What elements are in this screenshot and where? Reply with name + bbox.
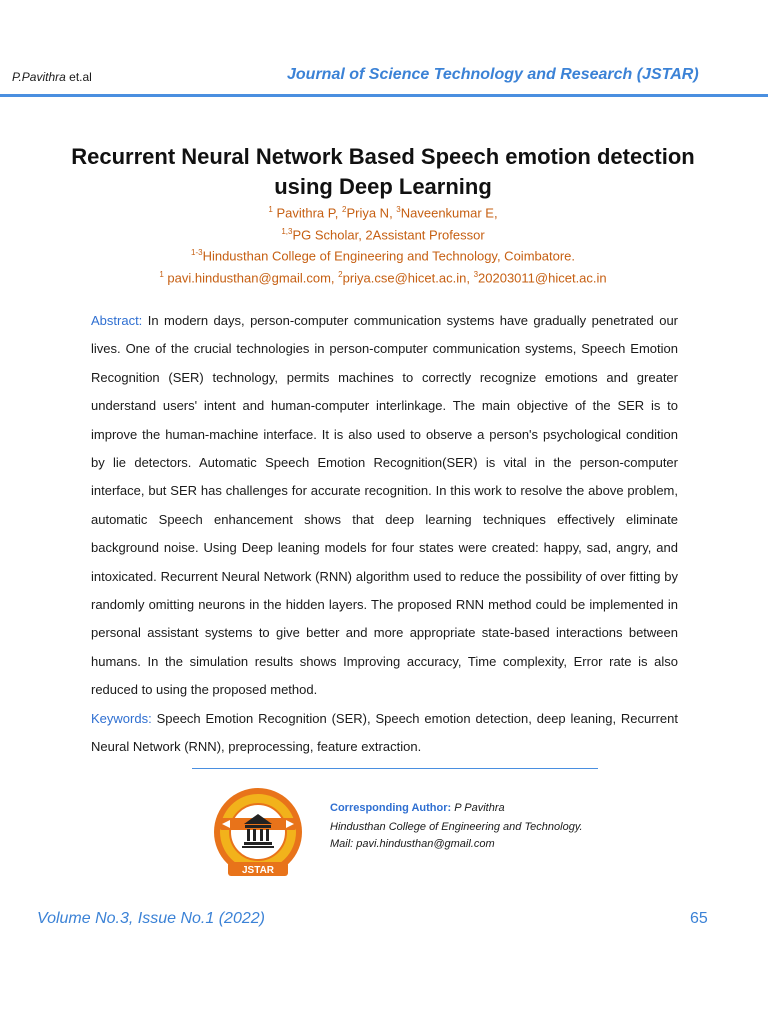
running-author-suffix: et.al [65,70,92,84]
abstract-text: In modern days, person-computer communication systems have gradually penetrated our lives. One of the crucial technologies in person-computer communication systems, Speech Emotion Recognition (SER) technology, permits machines to correctly recognize emotions and greater understand users' intent and human-computer interlinkage. The main objective of the SER is to improve the human-machine interface. It is also used to observe a person's psychological condition by lie detectors. Automatic Speech Emotion Recognition(SER) is vital in the person-computer interface, but SER has challenges for accurate recognition. In this work to resolve the above problem, automatic Speech enhancement shows that deep learning techniques effectively eliminate background noise. Using Deep leaning models for four states were created: happy, sad, angry, and intoxicated. Recurrent Neural Network (RNN) algorithm used to reduce the possibility of over fitting by randomly omitting neurons in the hidden layers. The proposed RNN method could be implemented in personal assistant systems to give better and more appropriate state-based interactions between humans. In the simulation results shows Improving accuracy, Time complexity, Error rate is also reduced to using the proposed method. [91,313,678,698]
journal-name: Journal of Science Technology and Research (JSTAR) [287,66,699,83]
corresponding-mail: Mail: pavi.hindusthan@gmail.com [330,838,495,850]
abstract-label: Abstract: [91,313,143,328]
running-author [12,70,92,84]
abstract [91,307,678,705]
institution-text: Hindusthan College of Engineering and Technology, Coimbatore. [202,248,575,264]
author-2-sup: 2 [342,205,347,214]
author-list [60,205,706,220]
corresponding-author-name: P Pavithra [451,802,505,814]
author-1: Pavithra P, [272,205,342,221]
keywords-text: Speech Emotion Recognition (SER), Speech emotion detection, deep leaning, Recurrent Neural Network (RNN), preprocessing, feature extraction. [91,711,678,755]
footer-volume: Volume No.3, Issue No.1 (2022) [37,910,265,927]
paper-title: Recurrent Neural Network Based Speech emotion detection using Deep Learning [71,144,695,199]
running-author-name: P.Pavithra [12,70,66,84]
author-roles [60,227,706,242]
keywords [91,705,678,762]
section-divider [192,768,598,769]
email-1-sup: 1 [159,270,164,279]
institution [60,248,706,263]
corresponding-author [330,800,590,853]
author-3-sup: 3 [396,205,401,214]
email-3-sup: 3 [473,270,479,279]
email-1: pavi.hindusthan@gmail.com, [163,270,339,286]
header-rule [0,94,768,97]
email-3: 20203011@hicet.ac.in [478,270,607,286]
email-2: priya.cse@hicet.ac.in, [342,270,474,286]
role-sup: 1,3 [281,227,293,236]
page-number: 65 [690,910,708,927]
email-2-sup: 2 [338,270,343,279]
author-emails [60,270,706,285]
author-3: Naveenkumar E, [400,205,498,221]
keywords-label: Keywords: [91,711,152,726]
author-1-sup: 1 [268,205,273,214]
logo-text: JSTAR [241,865,275,876]
jstar-logo [206,786,310,882]
institution-sup: 1-3 [191,248,203,257]
corresponding-author-line [330,800,590,817]
corresponding-institution: Hindusthan College of Engineering and Technology. [330,821,583,833]
jstar-logo-graphic [206,786,310,882]
role-text: PG Scholar, 2Assistant Professor [292,227,485,243]
corresponding-author-label: Corresponding Author: [330,802,452,814]
author-2: Priya N, [346,205,397,221]
